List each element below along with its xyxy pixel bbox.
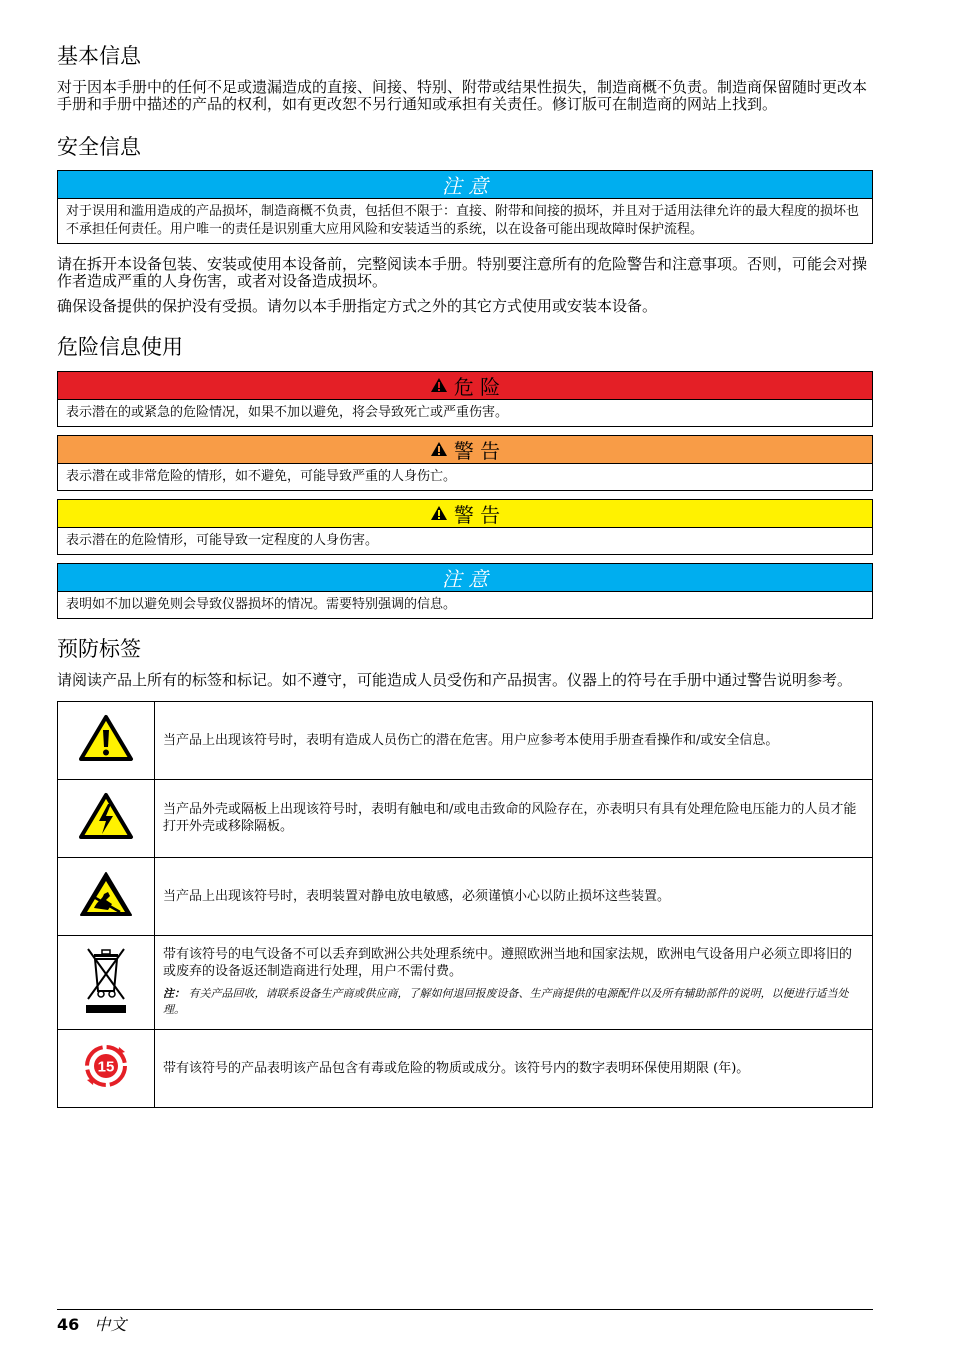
hazard-heading: 危险信息使用 [57, 335, 183, 360]
warning-triangle-icon [430, 377, 448, 393]
danger-text: 表示潜在的或紧急的危险情况，如果不加以避免，将会导致死亡或严重伤害。 [66, 404, 509, 420]
labels-section [57, 637, 873, 1108]
danger-label: 危 险 [453, 374, 501, 399]
safety-info-section [57, 135, 873, 315]
safety-info-heading: 安全信息 [57, 135, 141, 160]
warning-text-yellow: 表示潜在的危险情形，可能导致一定程度的人身伤害。 [66, 532, 379, 548]
page-footer [57, 1309, 873, 1335]
warning-label-yellow: 警 告 [453, 502, 501, 527]
esd-icon [78, 870, 134, 918]
note-text: 有关产品回收，请联系设备生产商或供应商，了解如何退回报废设备、生产商提供的电源配件以及所有辅助部件的说明，以便进行适当处理。 [163, 987, 849, 1017]
icon-cell [58, 935, 155, 1029]
symbol-description: 当产品上出现该符号时，表明装置对静电放电敏感，必须谨慎小心以防止损坏这些装置。 [155, 857, 873, 935]
table-row [58, 1029, 873, 1107]
safety-paragraph-1: 请在拆开本设备包装、安装或使用本设备前，完整阅读本手册。特别要注意所有的危险警告和注意事项。否则，可能会对操作者造成严重的人身伤害，或者对设备造成损坏。 [57, 255, 868, 291]
warning-box-yellow [57, 499, 873, 555]
electrical-hazard-icon [78, 792, 134, 840]
basic-info-text: 对于因本手册中的任何不足或遗漏造成的直接、间接、特别、附带或结果性损失，制造商概不负责。制造商保留随时更改本手册和手册中描述的产品的权利，如有更改恕不另行通知或承担有关责任。修订版可在制造商的网站上找到。 [57, 78, 868, 114]
labels-text: 请阅读产品上所有的标签和标记。如不遵守，可能造成人员受伤和产品损害。仪器上的符号在手册中通过警告说明参考。 [57, 670, 853, 689]
warning-box-orange [57, 435, 873, 491]
warning-text-orange: 表示潜在或非常危险的情形，如不避免，可能导致严重的人身伤亡。 [66, 468, 457, 484]
warning-triangle-icon [78, 714, 134, 762]
hazard-section [57, 335, 873, 618]
note-label: 注： [163, 987, 185, 1001]
symbol-description: 带有该符号的电气设备不可以丢弃到欧洲公共处理系统中。遵照欧洲当地和国家法规，欧洲电气设备用户必须立即将旧的或废弃的设备返还制造商进行处理，用户不需付费。 [163, 947, 853, 980]
table-row [58, 935, 873, 1029]
icon-cell [58, 1029, 155, 1107]
icon-cell [58, 779, 155, 857]
page-number: 46 [57, 1315, 80, 1334]
language-label: 中文 [94, 1315, 127, 1334]
icon-cell [58, 701, 155, 779]
notice-title: 注 意 [58, 171, 872, 199]
symbol-description: 当产品上出现该符号时，表明有造成人员伤亡的潜在危害。用户应参考本使用手册查看操作和/或安全信息。 [155, 701, 873, 779]
notice-text: 对于误用和滥用造成的产品损坏，制造商概不负责，包括但不限于：直接、附带和间接的损坏，并且对于适用法律允许的最大程度的损坏也不承担任何责任。用户唯一的责任是识别重大应用风险和安装适当的系统，以在设备可能出现故障时保护流程。 [66, 204, 860, 238]
symbols-table [57, 701, 873, 1108]
warning-title-yellow [58, 500, 872, 528]
warning-triangle-icon [430, 505, 448, 521]
danger-title [58, 372, 872, 400]
table-row [58, 701, 873, 779]
table-row [58, 779, 873, 857]
efup-15-icon [83, 1043, 129, 1089]
safety-paragraph-2: 确保设备提供的保护没有受损。请勿以本手册指定方式之外的其它方式使用或安装本设备。 [57, 297, 658, 316]
caution-text: 表明如不加以避免则会导致仪器损坏的情况。需要特别强调的信息。 [66, 596, 457, 612]
caution-title: 注 意 [58, 564, 872, 592]
caution-box [57, 563, 873, 619]
table-row [58, 857, 873, 935]
recycling-note [163, 986, 864, 1018]
warning-title-orange [58, 436, 872, 464]
basic-info-heading: 基本信息 [57, 44, 141, 68]
danger-box [57, 371, 873, 427]
weee-icon [82, 945, 130, 1015]
basic-info-section [57, 44, 873, 113]
page-content [57, 44, 873, 1130]
icon-cell [58, 857, 155, 935]
warning-triangle-icon [430, 441, 448, 457]
notice-box [57, 170, 873, 244]
symbol-description-cell [155, 935, 873, 1029]
symbol-description: 当产品外壳或隔板上出现该符号时，表明有触电和/或电击致命的风险存在，亦表明只有具有处理危险电压能力的人员才能打开外壳或移除隔板。 [155, 779, 873, 857]
symbol-description: 带有该符号的产品表明该产品包含有毒或危险的物质或成分。该符号内的数字表明环保使用期限 (年)。 [155, 1029, 873, 1107]
labels-heading: 预防标签 [57, 636, 141, 661]
warning-label-orange: 警 告 [453, 438, 501, 463]
efup-number: 15 [97, 1058, 115, 1076]
